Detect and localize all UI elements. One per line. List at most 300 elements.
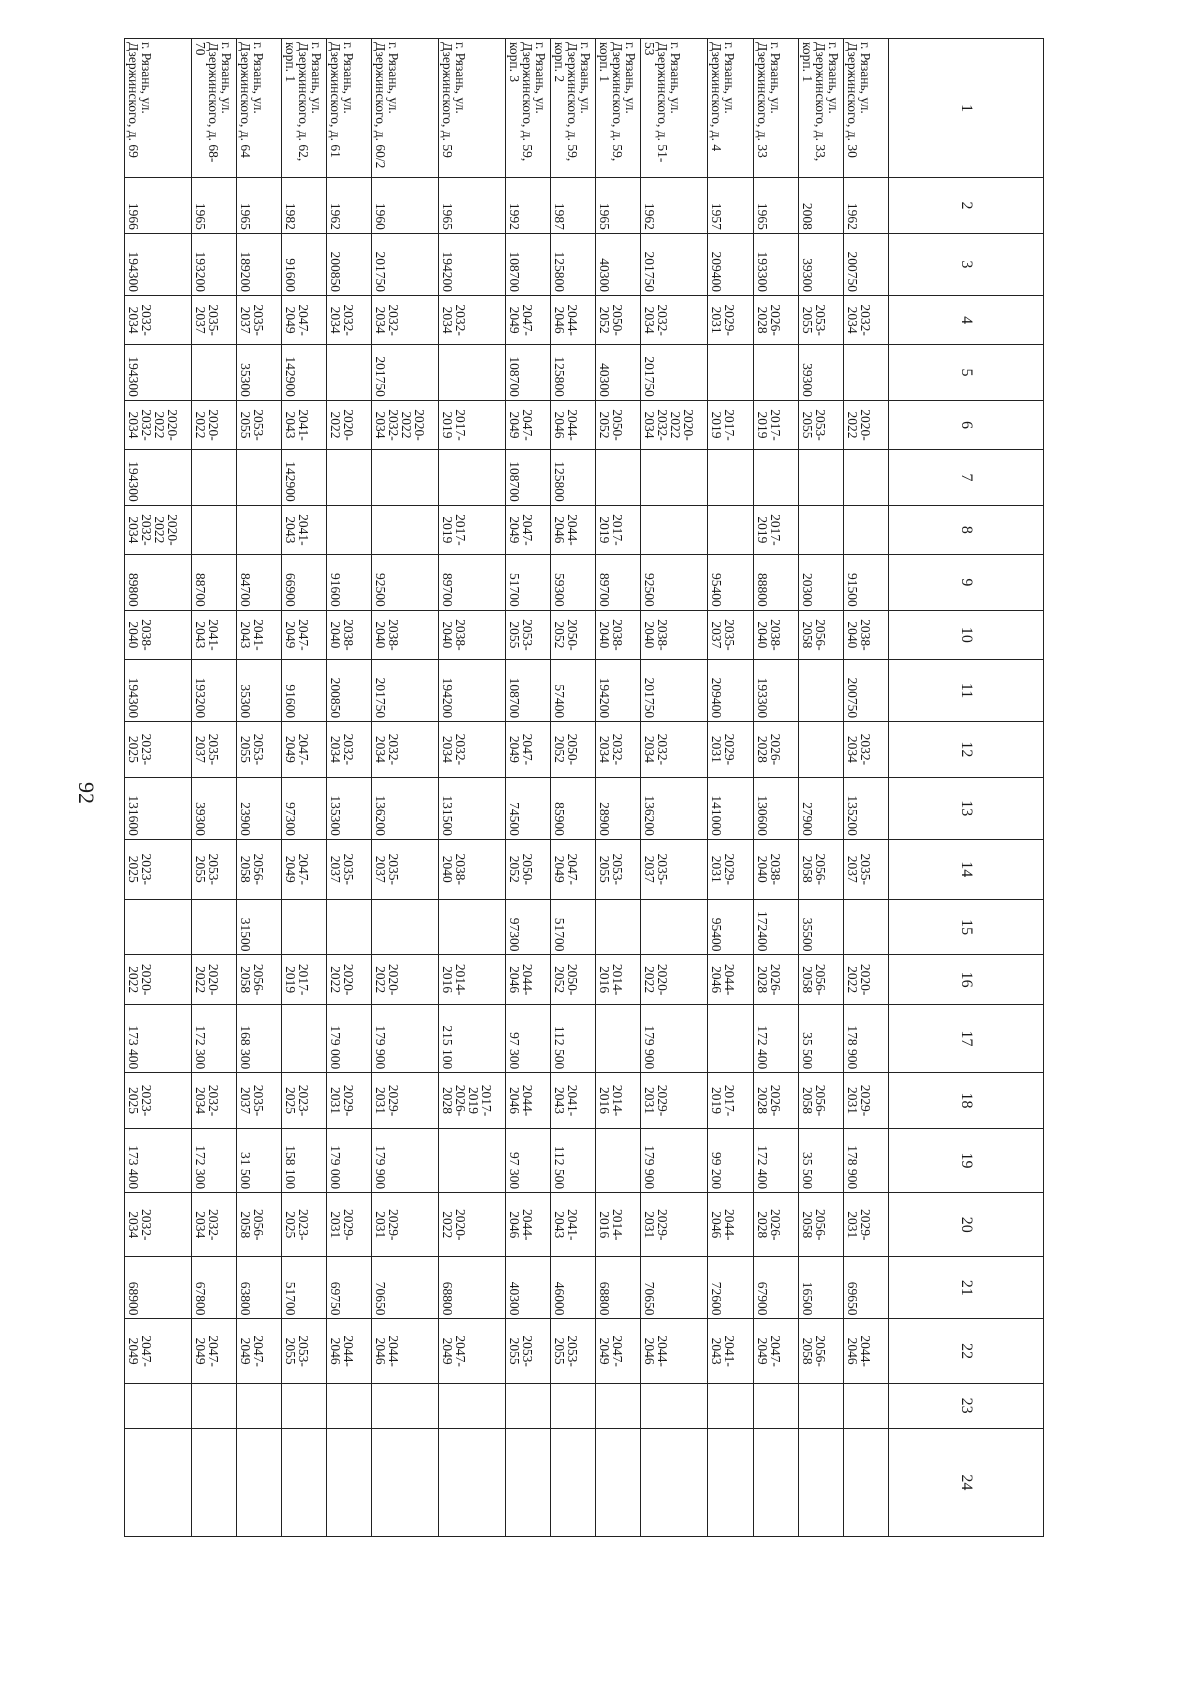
- table-cell: 194300: [125, 659, 192, 721]
- table-cell: 173 400: [125, 1128, 192, 1192]
- table-cell: [237, 1428, 282, 1536]
- table-cell: [708, 505, 754, 554]
- table-cell: 179 000: [327, 1128, 372, 1192]
- table-cell: 112 500: [551, 1128, 596, 1192]
- table-cell: [327, 1428, 372, 1536]
- table-cell: 2035- 2037: [641, 839, 708, 899]
- table-cell: 135300: [327, 777, 372, 839]
- table-cell: 1965: [596, 178, 641, 234]
- table-cell: 2029- 2031: [708, 295, 754, 344]
- table-cell: 2056- 2058: [799, 955, 844, 1004]
- table-cell: 89800: [125, 555, 192, 611]
- column-header: 17: [889, 1004, 1044, 1073]
- table-cell: 1992: [506, 178, 551, 234]
- table-cell: 2017- 2019: [282, 955, 327, 1004]
- table-cell: 31500: [237, 899, 282, 955]
- table-row: [125, 39, 192, 1537]
- table-cell: 2032- 2034: [641, 722, 708, 778]
- table-cell: [372, 899, 439, 955]
- table-cell: 2041- 2043: [282, 505, 327, 554]
- table-cell: [237, 1383, 282, 1428]
- table-cell: [596, 1128, 641, 1192]
- table-cell: 2020- 2022: [327, 955, 372, 1004]
- table-cell: [372, 1428, 439, 1536]
- table-cell: 72600: [708, 1257, 754, 1319]
- table-cell: [708, 1383, 754, 1428]
- table-cell: 51700: [551, 899, 596, 955]
- column-header: 12: [889, 722, 1044, 778]
- column-header: 4: [889, 295, 1044, 344]
- table-cell: 2023- 2025: [282, 1193, 327, 1257]
- table-cell: 2029- 2031: [372, 1193, 439, 1257]
- table-cell: 2056- 2058: [799, 1193, 844, 1257]
- table-cell: 194300: [125, 450, 192, 506]
- column-header: 6: [889, 400, 1044, 449]
- table-cell: [641, 505, 708, 554]
- table-cell: [551, 1383, 596, 1428]
- table-cell: 194200: [439, 659, 506, 721]
- table-cell: 108700: [506, 450, 551, 506]
- table-cell: 2014- 2016: [596, 1193, 641, 1257]
- address-cell: г. Рязань, ул. Дзержинского, д. 61: [327, 39, 372, 178]
- address-cell: г. Рязань, ул. Дзержинского, д. 64: [237, 39, 282, 178]
- table-cell: 2032- 2034: [641, 295, 708, 344]
- table-cell: 2032- 2034: [596, 722, 641, 778]
- table-cell: 142900: [282, 345, 327, 401]
- table-cell: 91600: [282, 659, 327, 721]
- table-cell: 2044- 2046: [506, 1073, 551, 1129]
- column-header: 1: [889, 39, 1044, 178]
- table-cell: 2020- 2022: [844, 955, 889, 1004]
- table-cell: [372, 505, 439, 554]
- table-cell: [125, 1383, 192, 1428]
- table-cell: 35300: [237, 659, 282, 721]
- table-cell: [596, 1004, 641, 1073]
- table-cell: 108700: [506, 345, 551, 401]
- table-cell: 108700: [506, 659, 551, 721]
- table-cell: 2044- 2046: [551, 505, 596, 554]
- table-cell: 68800: [596, 1257, 641, 1319]
- table-row: [237, 39, 282, 1537]
- column-header: 11: [889, 659, 1044, 721]
- table-cell: 2017- 2019: [439, 505, 506, 554]
- table-cell: 2035- 2037: [237, 295, 282, 344]
- table-cell: 2020- 2022 2032- 2034: [125, 505, 192, 554]
- table-cell: 91500: [844, 555, 889, 611]
- table-cell: 158 100: [282, 1128, 327, 1192]
- table-cell: [754, 345, 799, 401]
- table-cell: 2056- 2058: [237, 955, 282, 1004]
- table-cell: 57400: [551, 659, 596, 721]
- table-cell: 92500: [372, 555, 439, 611]
- table-cell: 16500: [799, 1257, 844, 1319]
- table-cell: [439, 450, 506, 506]
- table-cell: 2020- 2022: [192, 400, 237, 449]
- table-row: [282, 39, 327, 1537]
- table-cell: 28900: [596, 777, 641, 839]
- table-cell: 2014- 2016: [596, 955, 641, 1004]
- table-cell: 1965: [439, 178, 506, 234]
- table-cell: 2020- 2022: [844, 400, 889, 449]
- table-cell: 173 400: [125, 1004, 192, 1073]
- table-row: [799, 39, 844, 1537]
- column-header: 15: [889, 899, 1044, 955]
- table-cell: 2032- 2034: [192, 1073, 237, 1129]
- table-cell: 51700: [506, 555, 551, 611]
- table-cell: 2014- 2016: [596, 1073, 641, 1129]
- table-cell: [282, 899, 327, 955]
- table-cell: 2017- 2019: [754, 400, 799, 449]
- table-cell: 2044- 2046: [551, 400, 596, 449]
- table-cell: [799, 722, 844, 778]
- table-cell: [192, 450, 237, 506]
- table-cell: 84700: [237, 555, 282, 611]
- table-cell: 2044- 2046: [551, 295, 596, 344]
- table-cell: [596, 1383, 641, 1428]
- table-cell: [641, 450, 708, 506]
- table-cell: 51700: [282, 1257, 327, 1319]
- table-cell: 2017- 2019: [708, 400, 754, 449]
- table-cell: 2032- 2034: [439, 295, 506, 344]
- table-cell: 172 400: [754, 1128, 799, 1192]
- table-cell: 2020- 2022: [125, 955, 192, 1004]
- address-cell: г. Рязань, ул. Дзержинского, д. 69: [125, 39, 192, 178]
- table-cell: 130600: [754, 777, 799, 839]
- table-cell: [596, 450, 641, 506]
- table-cell: 2053- 2055: [506, 1319, 551, 1383]
- table-cell: 66900: [282, 555, 327, 611]
- table-cell: 70650: [641, 1257, 708, 1319]
- table-cell: 2032- 2034: [844, 295, 889, 344]
- table-cell: 97 300: [506, 1004, 551, 1073]
- table-cell: 200750: [844, 659, 889, 721]
- table-cell: 2029- 2031: [641, 1073, 708, 1129]
- table-cell: 92500: [641, 555, 708, 611]
- address-cell: г. Рязань, ул. Дзержинского, д. 33, корп. 1: [799, 39, 844, 178]
- table-row: [192, 39, 237, 1537]
- table-cell: 2044- 2046: [708, 955, 754, 1004]
- table-cell: 20300: [799, 555, 844, 611]
- table-cell: 2047- 2049: [506, 505, 551, 554]
- table-cell: 2053- 2055: [282, 1319, 327, 1383]
- table-cell: 2050- 2052: [551, 610, 596, 659]
- table-cell: 201750: [641, 659, 708, 721]
- table-cell: 59300: [551, 555, 596, 611]
- table-cell: 2032- 2034: [327, 722, 372, 778]
- table-cell: [327, 1383, 372, 1428]
- table-cell: 2044- 2046: [372, 1319, 439, 1383]
- column-header: 23: [889, 1383, 1044, 1428]
- table-cell: [372, 1383, 439, 1428]
- table-cell: [799, 1383, 844, 1428]
- column-header: 19: [889, 1128, 1044, 1192]
- table-row: [506, 39, 551, 1537]
- table-cell: [439, 899, 506, 955]
- table-cell: 179 900: [641, 1004, 708, 1073]
- table-cell: 97300: [282, 777, 327, 839]
- table-cell: 2020- 2022: [641, 955, 708, 1004]
- address-cell: г. Рязань, ул. Дзержинского, д. 33: [754, 39, 799, 178]
- table-cell: 135200: [844, 777, 889, 839]
- table-cell: 178 900: [844, 1128, 889, 1192]
- table-cell: [439, 1383, 506, 1428]
- column-header: 10: [889, 610, 1044, 659]
- table-cell: [237, 450, 282, 506]
- column-header: 24: [889, 1428, 1044, 1536]
- table-cell: 193300: [754, 233, 799, 295]
- table-cell: 2008: [799, 178, 844, 234]
- table-cell: 1962: [844, 178, 889, 234]
- table-cell: 172 300: [192, 1128, 237, 1192]
- table-cell: 136200: [372, 777, 439, 839]
- table-cell: 2053- 2055: [799, 400, 844, 449]
- table-cell: 67800: [192, 1257, 237, 1319]
- address-cell: г. Рязань, ул. Дзержинского, д. 51-53: [641, 39, 708, 178]
- table-cell: 2041- 2043: [237, 610, 282, 659]
- table-cell: 68900: [125, 1257, 192, 1319]
- table-cell: [844, 1383, 889, 1428]
- table-cell: 2032- 2034: [844, 722, 889, 778]
- table-cell: 2023- 2025: [282, 1073, 327, 1129]
- table-cell: 2035- 2037: [708, 610, 754, 659]
- address-cell: г. Рязань, ул. Дзержинского, д. 59, корп. 3: [506, 39, 551, 178]
- table-cell: [237, 505, 282, 554]
- column-header: 14: [889, 839, 1044, 899]
- table-cell: 2047- 2049: [439, 1319, 506, 1383]
- address-cell: г. Рязань, ул. Дзержинского, д. 59, корп. 2: [551, 39, 596, 178]
- table-cell: 2047- 2049: [551, 839, 596, 899]
- table-cell: 2044- 2046: [327, 1319, 372, 1383]
- column-header: 9: [889, 555, 1044, 611]
- table-cell: 2050- 2052: [596, 400, 641, 449]
- table-cell: 172400: [754, 899, 799, 955]
- table-cell: 2038- 2040: [439, 839, 506, 899]
- table-cell: 200850: [327, 233, 372, 295]
- table-cell: 2047- 2049: [282, 610, 327, 659]
- table-cell: 2056- 2058: [799, 1073, 844, 1129]
- address-cell: г. Рязань, ул. Дзержинского, д. 59: [439, 39, 506, 178]
- table-cell: 70650: [372, 1257, 439, 1319]
- table-cell: 2056- 2058: [237, 839, 282, 899]
- table-cell: 2029- 2031: [641, 1193, 708, 1257]
- table-cell: [506, 1383, 551, 1428]
- table-cell: 193200: [192, 659, 237, 721]
- table-cell: 46000: [551, 1257, 596, 1319]
- address-cell: г. Рязань, ул. Дзержинского, д. 59, корп. 1: [596, 39, 641, 178]
- table-cell: [439, 1428, 506, 1536]
- table-cell: [439, 345, 506, 401]
- table-cell: 63800: [237, 1257, 282, 1319]
- table-cell: 1960: [372, 178, 439, 234]
- table-cell: 2050- 2052: [506, 839, 551, 899]
- table-cell: 2017- 2019: [596, 505, 641, 554]
- table-cell: 112 500: [551, 1004, 596, 1073]
- table-cell: 2047- 2049: [192, 1319, 237, 1383]
- table-cell: [799, 505, 844, 554]
- table-cell: 2029- 2031: [327, 1193, 372, 1257]
- table-cell: 2038- 2040: [754, 610, 799, 659]
- table-cell: [282, 1428, 327, 1536]
- table-cell: [641, 1428, 708, 1536]
- table-cell: 141000: [708, 777, 754, 839]
- table-cell: 1987: [551, 178, 596, 234]
- table-cell: 125800: [551, 233, 596, 295]
- table-cell: 136200: [641, 777, 708, 839]
- table-cell: 2047- 2049: [282, 295, 327, 344]
- table-cell: 2026- 2028: [754, 722, 799, 778]
- table-cell: [754, 1383, 799, 1428]
- table-cell: 91600: [327, 555, 372, 611]
- table-cell: [641, 1383, 708, 1428]
- table-cell: [708, 1428, 754, 1536]
- table-row: [754, 39, 799, 1537]
- table-cell: 1965: [237, 178, 282, 234]
- table-cell: [799, 659, 844, 721]
- table-cell: 179 900: [372, 1128, 439, 1192]
- table-cell: 209400: [708, 659, 754, 721]
- table-row: [641, 39, 708, 1537]
- table-cell: 40300: [596, 345, 641, 401]
- table-cell: 2050- 2052: [596, 295, 641, 344]
- table-cell: 194200: [439, 233, 506, 295]
- table-cell: 35500: [799, 899, 844, 955]
- address-cell: г. Рязань, ул. Дзержинского, д. 60/2: [372, 39, 439, 178]
- table-cell: 2023- 2025: [125, 839, 192, 899]
- table-cell: 2053- 2055: [192, 839, 237, 899]
- table-cell: [282, 1004, 327, 1073]
- table-row: [708, 39, 754, 1537]
- table-cell: [641, 899, 708, 955]
- table-cell: 2047- 2049: [596, 1319, 641, 1383]
- table-cell: [754, 1428, 799, 1536]
- table-cell: 2056- 2058: [799, 839, 844, 899]
- table-cell: 95400: [708, 555, 754, 611]
- table-cell: 2053- 2055: [237, 400, 282, 449]
- table-cell: 131500: [439, 777, 506, 839]
- table-cell: 69750: [327, 1257, 372, 1319]
- table-cell: [327, 450, 372, 506]
- table-cell: [192, 505, 237, 554]
- table-cell: 68800: [439, 1257, 506, 1319]
- column-header: 3: [889, 233, 1044, 295]
- table-cell: [192, 345, 237, 401]
- table-cell: 2017- 2019: [754, 505, 799, 554]
- table-cell: [125, 899, 192, 955]
- table-cell: 200850: [327, 659, 372, 721]
- table-cell: 2047- 2049: [282, 839, 327, 899]
- table-cell: 2017- 2019: [708, 1073, 754, 1129]
- address-cell: г. Рязань, ул. Дзержинского, д. 30: [844, 39, 889, 178]
- table-cell: 2029- 2031: [708, 722, 754, 778]
- table-cell: 2044- 2046: [641, 1319, 708, 1383]
- table-cell: 2056- 2058: [237, 1193, 282, 1257]
- table-cell: 1962: [641, 178, 708, 234]
- table-cell: 194300: [125, 233, 192, 295]
- table-cell: 200750: [844, 233, 889, 295]
- table-cell: 2035- 2037: [237, 1073, 282, 1129]
- table-cell: [844, 450, 889, 506]
- table-cell: [708, 450, 754, 506]
- table-cell: 2047- 2049: [506, 400, 551, 449]
- column-header: 18: [889, 1073, 1044, 1129]
- table-cell: 2020- 2022: [372, 955, 439, 1004]
- table-row: [327, 39, 372, 1537]
- table-cell: 2020- 2022 2032- 2034: [125, 400, 192, 449]
- table-cell: [596, 899, 641, 955]
- table-cell: 215 100: [439, 1004, 506, 1073]
- table-cell: 2056- 2058: [799, 1319, 844, 1383]
- table-cell: 201750: [372, 659, 439, 721]
- table-cell: 2020- 2022 2032- 2034: [372, 400, 439, 449]
- table-cell: 2020- 2022 2032- 2034: [641, 400, 708, 449]
- column-header: 22: [889, 1319, 1044, 1383]
- table-cell: 2032- 2034: [372, 295, 439, 344]
- table-cell: 91600: [282, 233, 327, 295]
- table-cell: [372, 450, 439, 506]
- table-cell: 201750: [641, 233, 708, 295]
- table-row: [596, 39, 641, 1537]
- address-cell: г. Рязань, ул. Дзержинского, д. 68-70: [192, 39, 237, 178]
- table-cell: 125800: [551, 345, 596, 401]
- address-cell: г. Рязань, ул. Дзержинского, д. 62, корп. 1: [282, 39, 327, 178]
- table-cell: 40300: [596, 233, 641, 295]
- table-cell: 2029- 2031: [372, 1073, 439, 1129]
- table-cell: 179 900: [372, 1004, 439, 1073]
- table-cell: 2047- 2049: [125, 1319, 192, 1383]
- table-cell: 2020- 2022: [439, 1193, 506, 1257]
- table-cell: 2026- 2028: [754, 1193, 799, 1257]
- table-cell: 35 500: [799, 1004, 844, 1073]
- table-cell: 2047- 2049: [282, 722, 327, 778]
- table-cell: 35300: [237, 345, 282, 401]
- column-header: 7: [889, 450, 1044, 506]
- table-cell: 2032- 2034: [439, 722, 506, 778]
- table-cell: 1957: [708, 178, 754, 234]
- table-cell: 1962: [327, 178, 372, 234]
- table-cell: 2044- 2046: [708, 1193, 754, 1257]
- table-cell: 2017- 2019: [439, 400, 506, 449]
- table-cell: [844, 505, 889, 554]
- table-cell: 2035- 2037: [192, 722, 237, 778]
- table-cell: 108700: [506, 233, 551, 295]
- table-cell: 88800: [754, 555, 799, 611]
- table-cell: 2014- 2016: [439, 955, 506, 1004]
- table-cell: [192, 899, 237, 955]
- table-cell: 2047- 2049: [506, 722, 551, 778]
- table-cell: [192, 1383, 237, 1428]
- table-cell: 67900: [754, 1257, 799, 1319]
- table-cell: 201750: [641, 345, 708, 401]
- table-cell: 2035- 2037: [372, 839, 439, 899]
- table-cell: 23900: [237, 777, 282, 839]
- table-cell: 89700: [439, 555, 506, 611]
- table-cell: 2047- 2049: [754, 1319, 799, 1383]
- column-header: 16: [889, 955, 1044, 1004]
- table-cell: 99 200: [708, 1128, 754, 1192]
- table-body: [125, 39, 1044, 1537]
- table-cell: [799, 450, 844, 506]
- table-cell: 2026- 2028: [754, 295, 799, 344]
- table-cell: 2056- 2058: [799, 610, 844, 659]
- table-cell: 178 900: [844, 1004, 889, 1073]
- table-cell: 2050- 2052: [551, 722, 596, 778]
- table-cell: 2032- 2034: [125, 295, 192, 344]
- table-cell: 172 400: [754, 1004, 799, 1073]
- table-cell: 2050- 2052: [551, 955, 596, 1004]
- table-cell: [844, 1428, 889, 1536]
- table-cell: [844, 899, 889, 955]
- table-cell: 2053- 2055: [551, 1319, 596, 1383]
